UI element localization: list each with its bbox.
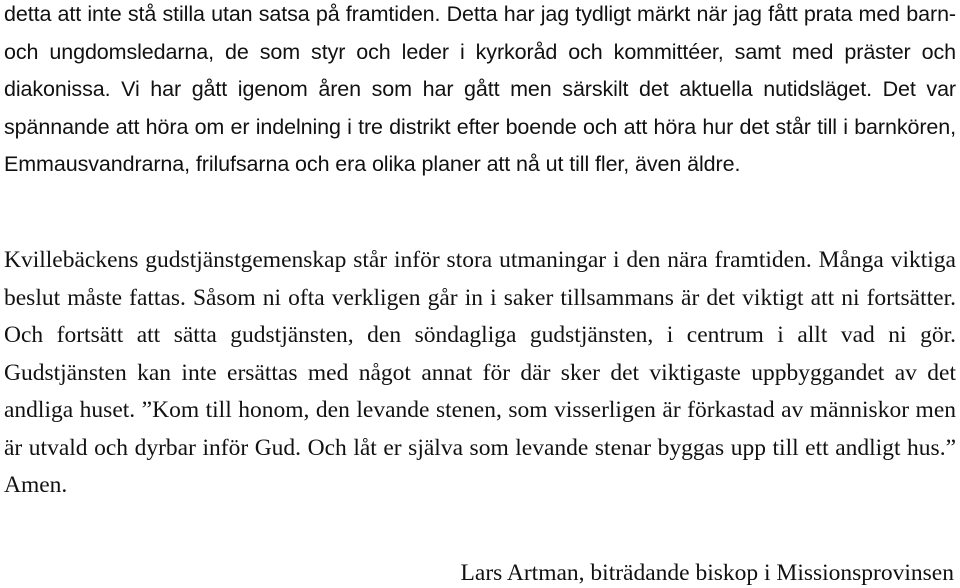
paragraph-1: detta att inte stå stilla utan satsa på framtiden. Detta har jag tydligt märkt när jag fått prata med barn- och ungdomsledarna, de som styr och leder i kyrkoråd och kommittéer, samt med präster och diakonissa. Vi har gått igenom åren som har gått men särskilt det aktuella nutidsläget. Det var spännande att höra om er indelning i tre distrikt efter boende och att höra hur det står till i barnkören, Emmausvandrarna, frilufsarna och era olika planer att nå ut till fler, även äldre. xyxy=(4,2,956,176)
paragraph-2: Kvillebäckens gudstjänstgemenskap står inför stora utmaningar i den nära framtiden. Många viktiga beslut måste fattas. Såsom ni ofta verkligen går in i saker tillsammans är det viktigt att ni fortsätter. Och fortsätt att sätta gudstjänsten, den söndagliga gudstjänsten, i centrum i allt vad ni gör. Gudstjänsten kan inte ersättas med något annat för där sker det viktigaste uppbyggandet av det andliga huset. ”Kom till honom, den levande stenen, som visserligen är förkastad av människor men är utvald och dyrbar inför Gud. Och låt er själva som levande stenar byggas upp till ett andligt hus.” Amen. xyxy=(4,247,956,498)
signature: Lars Artman, biträdande biskop i Missionsprovinsen xyxy=(460,560,954,586)
